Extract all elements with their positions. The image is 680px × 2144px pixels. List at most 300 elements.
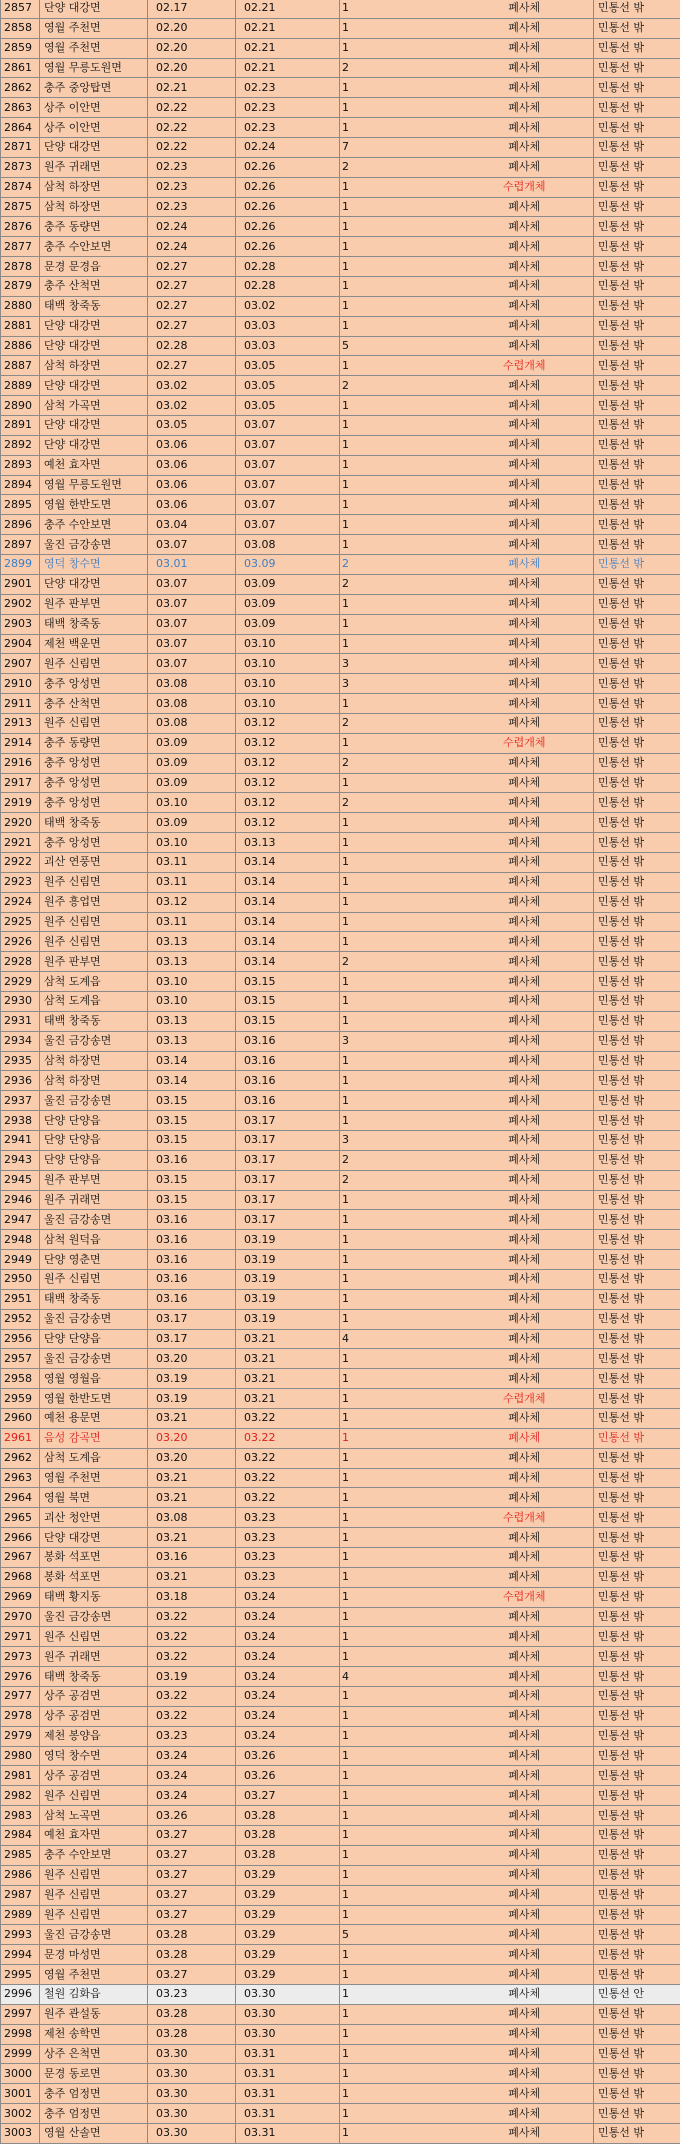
spacer-cell <box>374 38 456 58</box>
case-number-cell: 2880 <box>1 296 40 316</box>
location-cell: 단양 대강면 <box>40 0 148 18</box>
confirmation-date-cell: 03.16 <box>236 1051 340 1071</box>
occurrence-date-cell: 02.20 <box>148 18 236 38</box>
confirmation-date-cell: 03.27 <box>236 1786 340 1806</box>
count-cell: 1 <box>340 217 374 237</box>
occurrence-date-cell: 03.09 <box>148 753 236 773</box>
zone-cell: 민통선 밖 <box>594 1766 680 1786</box>
confirmation-date-cell: 03.19 <box>236 1309 340 1329</box>
type-cell: 폐사체 <box>456 991 594 1011</box>
spacer-cell <box>374 1468 456 1488</box>
occurrence-date-cell: 02.27 <box>148 296 236 316</box>
location-cell: 충주 중앙탑면 <box>40 78 148 98</box>
count-cell: 1 <box>340 316 374 336</box>
occurrence-date-cell: 03.02 <box>148 396 236 416</box>
table-row <box>1 1806 680 1826</box>
type-cell: 폐사체 <box>456 1826 594 1846</box>
occurrence-date-cell: 03.23 <box>148 1984 236 2004</box>
confirmation-date-cell: 03.14 <box>236 952 340 972</box>
zone-cell: 민통선 밖 <box>594 2123 680 2143</box>
occurrence-date-cell: 03.19 <box>148 1369 236 1389</box>
case-number-cell: 2996 <box>1 1984 40 2004</box>
case-number-cell: 2899 <box>1 555 40 575</box>
table-row <box>1 1567 680 1587</box>
case-number-cell: 2946 <box>1 1190 40 1210</box>
occurrence-date-cell: 03.04 <box>148 515 236 535</box>
zone-cell: 민통선 밖 <box>594 1210 680 1230</box>
spacer-cell <box>374 1389 456 1409</box>
confirmation-date-cell: 03.22 <box>236 1488 340 1508</box>
count-cell: 7 <box>340 138 374 158</box>
occurrence-date-cell: 02.22 <box>148 138 236 158</box>
table-row <box>1 1369 680 1389</box>
type-cell: 폐사체 <box>456 435 594 455</box>
table-row <box>1 1528 680 1548</box>
type-cell: 폐사체 <box>456 455 594 475</box>
occurrence-date-cell: 03.20 <box>148 1349 236 1369</box>
zone-cell: 민통선 밖 <box>594 912 680 932</box>
occurrence-date-cell: 02.23 <box>148 157 236 177</box>
zone-cell: 민통선 밖 <box>594 1726 680 1746</box>
table-row <box>1 1289 680 1309</box>
confirmation-date-cell: 03.21 <box>236 1329 340 1349</box>
occurrence-date-cell: 03.21 <box>148 1409 236 1429</box>
count-cell: 1 <box>340 1091 374 1111</box>
count-cell: 1 <box>340 2064 374 2084</box>
zone-cell: 민통선 밖 <box>594 277 680 297</box>
table-row <box>1 1150 680 1170</box>
zone-cell: 민통선 밖 <box>594 1548 680 1568</box>
spacer-cell <box>374 475 456 495</box>
occurrence-date-cell: 03.27 <box>148 1865 236 1885</box>
count-cell: 1 <box>340 813 374 833</box>
case-number-cell: 2984 <box>1 1826 40 1846</box>
confirmation-date-cell: 03.29 <box>236 1865 340 1885</box>
spacer-cell <box>374 1528 456 1548</box>
table-row <box>1 1190 680 1210</box>
table-row <box>1 1329 680 1349</box>
case-number-cell: 2935 <box>1 1051 40 1071</box>
occurrence-date-cell: 03.16 <box>148 1210 236 1230</box>
table-row <box>1 574 680 594</box>
case-number-cell: 2916 <box>1 753 40 773</box>
location-cell: 영덕 창수면 <box>40 555 148 575</box>
location-cell: 영월 주천면 <box>40 18 148 38</box>
location-cell: 영월 산솔면 <box>40 2123 148 2143</box>
location-cell: 울진 금강송면 <box>40 1607 148 1627</box>
occurrence-date-cell: 03.30 <box>148 2104 236 2124</box>
confirmation-date-cell: 02.21 <box>236 38 340 58</box>
count-cell: 1 <box>340 1945 374 1965</box>
zone-cell: 민통선 밖 <box>594 1289 680 1309</box>
count-cell: 1 <box>340 1210 374 1230</box>
case-number-cell: 2891 <box>1 416 40 436</box>
spacer-cell <box>374 1250 456 1270</box>
spacer-cell <box>374 1230 456 1250</box>
case-number-cell: 2993 <box>1 1925 40 1945</box>
spacer-cell <box>374 1210 456 1230</box>
spacer-cell <box>374 277 456 297</box>
count-cell: 2 <box>340 555 374 575</box>
zone-cell: 민통선 밖 <box>594 892 680 912</box>
spacer-cell <box>374 396 456 416</box>
occurrence-date-cell: 03.23 <box>148 1726 236 1746</box>
table-row <box>1 991 680 1011</box>
count-cell: 3 <box>340 654 374 674</box>
table-row <box>1 336 680 356</box>
location-cell: 상주 공검면 <box>40 1687 148 1707</box>
type-cell <box>456 177 594 197</box>
confirmation-date-cell: 03.09 <box>236 574 340 594</box>
zone-cell: 민통선 밖 <box>594 713 680 733</box>
table-row <box>1 1746 680 1766</box>
zone-cell: 민통선 밖 <box>594 2064 680 2084</box>
spacer-cell <box>374 1845 456 1865</box>
case-number-cell: 2876 <box>1 217 40 237</box>
case-number-cell: 2875 <box>1 197 40 217</box>
confirmation-date-cell: 03.05 <box>236 356 340 376</box>
spacer-cell <box>374 237 456 257</box>
table-row <box>1 1111 680 1131</box>
spacer-cell <box>374 1369 456 1389</box>
type-cell: 폐사체 <box>456 2004 594 2024</box>
zone-cell: 민통선 밖 <box>594 694 680 714</box>
zone-cell: 민통선 밖 <box>594 257 680 277</box>
spacer-cell <box>374 1925 456 1945</box>
confirmation-date-cell: 02.23 <box>236 98 340 118</box>
spacer-cell <box>374 1984 456 2004</box>
table-row <box>1 1667 680 1687</box>
occurrence-date-cell: 03.24 <box>148 1746 236 1766</box>
zone-cell: 민통선 밖 <box>594 1091 680 1111</box>
case-number-cell: 2881 <box>1 316 40 336</box>
count-cell: 2 <box>340 376 374 396</box>
zone-cell: 민통선 밖 <box>594 2084 680 2104</box>
occurrence-date-cell: 03.16 <box>148 1548 236 1568</box>
count-cell: 1 <box>340 1230 374 1250</box>
spacer-cell <box>374 654 456 674</box>
table-row <box>1 2044 680 2064</box>
type-cell: 폐사체 <box>456 634 594 654</box>
spacer-cell <box>374 2084 456 2104</box>
case-number-cell: 2968 <box>1 1567 40 1587</box>
case-number-cell: 2964 <box>1 1488 40 1508</box>
count-cell: 2 <box>340 952 374 972</box>
type-cell: 폐사체 <box>456 1706 594 1726</box>
occurrence-date-cell: 03.08 <box>148 674 236 694</box>
occurrence-date-cell: 03.21 <box>148 1468 236 1488</box>
table-row <box>1 98 680 118</box>
count-cell: 1 <box>340 18 374 38</box>
location-cell: 원주 신림면 <box>40 1865 148 1885</box>
table-row <box>1 2004 680 2024</box>
count-cell: 1 <box>340 2004 374 2024</box>
spacer-cell <box>374 753 456 773</box>
type-cell: 폐사체 <box>456 1250 594 1270</box>
location-cell: 원주 판부면 <box>40 1170 148 1190</box>
count-cell: 1 <box>340 1428 374 1448</box>
type-cell: 폐사체 <box>456 1230 594 1250</box>
location-cell: 원주 귀래면 <box>40 1647 148 1667</box>
location-cell: 울진 금강송면 <box>40 535 148 555</box>
type-cell <box>456 356 594 376</box>
table-row <box>1 1865 680 1885</box>
case-number-cell: 2886 <box>1 336 40 356</box>
type-cell: 폐사체 <box>456 1091 594 1111</box>
location-cell: 단양 대강면 <box>40 376 148 396</box>
spacer-cell <box>374 614 456 634</box>
type-cell: 폐사체 <box>456 1726 594 1746</box>
count-cell: 1 <box>340 1488 374 1508</box>
confirmation-date-cell: 03.31 <box>236 2044 340 2064</box>
confirmation-date-cell: 03.12 <box>236 813 340 833</box>
spacer-cell <box>374 1309 456 1329</box>
table-row <box>1 1726 680 1746</box>
confirmation-date-cell: 03.28 <box>236 1806 340 1826</box>
location-cell: 삼척 도계읍 <box>40 972 148 992</box>
confirmation-date-cell: 03.14 <box>236 932 340 952</box>
table-row <box>1 197 680 217</box>
type-cell: 폐사체 <box>456 1031 594 1051</box>
confirmation-date-cell: 03.14 <box>236 872 340 892</box>
count-cell: 2 <box>340 1150 374 1170</box>
case-number-cell: 2924 <box>1 892 40 912</box>
count-cell: 1 <box>340 1587 374 1607</box>
type-cell: 폐사체 <box>456 1150 594 1170</box>
spacer-cell <box>374 713 456 733</box>
table-row <box>1 1845 680 1865</box>
zone-cell: 민통선 밖 <box>594 1448 680 1468</box>
spacer-cell <box>374 98 456 118</box>
confirmation-date-cell: 03.19 <box>236 1270 340 1290</box>
occurrence-date-cell: 03.07 <box>148 654 236 674</box>
location-cell: 삼척 노곡면 <box>40 1806 148 1826</box>
occurrence-date-cell: 03.28 <box>148 1945 236 1965</box>
table-row <box>1 1448 680 1468</box>
location-cell: 영월 한반도면 <box>40 495 148 515</box>
occurrence-date-cell: 03.22 <box>148 1647 236 1667</box>
count-cell: 4 <box>340 1329 374 1349</box>
type-cell: 폐사체 <box>456 594 594 614</box>
zone-cell: 민통선 밖 <box>594 1826 680 1846</box>
location-cell: 영덕 창수면 <box>40 1746 148 1766</box>
table-row <box>1 1409 680 1429</box>
confirmation-date-cell: 03.17 <box>236 1170 340 1190</box>
confirmation-date-cell: 03.30 <box>236 1984 340 2004</box>
location-cell: 봉화 석포면 <box>40 1548 148 1568</box>
count-cell: 1 <box>340 1309 374 1329</box>
occurrence-date-cell: 03.06 <box>148 435 236 455</box>
confirmation-date-cell: 02.23 <box>236 78 340 98</box>
case-number-cell: 2980 <box>1 1746 40 1766</box>
location-cell: 영월 무릉도원면 <box>40 475 148 495</box>
table-row <box>1 1607 680 1627</box>
type-cell: 폐사체 <box>456 98 594 118</box>
occurrence-date-cell: 02.21 <box>148 78 236 98</box>
type-cell: 폐사체 <box>456 1667 594 1687</box>
confirmation-date-cell: 02.28 <box>236 257 340 277</box>
location-cell: 단양 대강면 <box>40 138 148 158</box>
zone-cell: 민통선 밖 <box>594 1031 680 1051</box>
case-number-cell: 2896 <box>1 515 40 535</box>
case-number-cell: 2977 <box>1 1687 40 1707</box>
table-row <box>1 277 680 297</box>
zone-cell: 민통선 밖 <box>594 1508 680 1528</box>
confirmation-date-cell: 03.23 <box>236 1548 340 1568</box>
occurrence-date-cell: 03.07 <box>148 614 236 634</box>
table-row <box>1 1885 680 1905</box>
confirmation-date-cell: 02.21 <box>236 18 340 38</box>
location-cell: 삼척 하장면 <box>40 177 148 197</box>
count-cell: 2 <box>340 713 374 733</box>
spacer-cell <box>374 991 456 1011</box>
location-cell: 충주 동량면 <box>40 733 148 753</box>
type-cell: 폐사체 <box>456 694 594 714</box>
table-row <box>1 1627 680 1647</box>
occurrence-date-cell: 03.16 <box>148 1270 236 1290</box>
confirmation-date-cell: 02.26 <box>236 177 340 197</box>
zone-cell: 민통선 밖 <box>594 793 680 813</box>
type-cell <box>456 1389 594 1409</box>
case-number-cell: 2952 <box>1 1309 40 1329</box>
spacer-cell <box>374 1548 456 1568</box>
type-cell: 폐사체 <box>456 1607 594 1627</box>
type-cell: 폐사체 <box>456 1746 594 1766</box>
zone-cell: 민통선 밖 <box>594 1170 680 1190</box>
case-number-cell: 2983 <box>1 1806 40 1826</box>
hunted-type-label: 수렵개체 <box>502 180 546 194</box>
spacer-cell <box>374 912 456 932</box>
location-cell: 상주 이안면 <box>40 98 148 118</box>
case-number-cell: 2945 <box>1 1170 40 1190</box>
occurrence-date-cell: 03.26 <box>148 1806 236 1826</box>
count-cell: 1 <box>340 1250 374 1270</box>
confirmation-date-cell: 03.31 <box>236 2104 340 2124</box>
location-cell: 울진 금강송면 <box>40 1349 148 1369</box>
location-cell: 삼척 도계읍 <box>40 1448 148 1468</box>
case-number-cell: 3003 <box>1 2123 40 2143</box>
count-cell: 1 <box>340 733 374 753</box>
location-cell: 음성 감곡면 <box>40 1428 148 1448</box>
confirmation-date-cell: 03.02 <box>236 296 340 316</box>
spacer-cell <box>374 1706 456 1726</box>
spacer-cell <box>374 435 456 455</box>
occurrence-date-cell: 03.22 <box>148 1607 236 1627</box>
location-cell: 영월 북면 <box>40 1488 148 1508</box>
table-row <box>1 614 680 634</box>
zone-cell: 민통선 밖 <box>594 1627 680 1647</box>
case-number-cell: 2874 <box>1 177 40 197</box>
table-row <box>1 1011 680 1031</box>
zone-cell: 민통선 밖 <box>594 217 680 237</box>
confirmation-date-cell: 03.24 <box>236 1627 340 1647</box>
zone-cell: 민통선 밖 <box>594 1309 680 1329</box>
type-cell <box>456 733 594 753</box>
count-cell: 1 <box>340 912 374 932</box>
zone-cell: 민통선 밖 <box>594 396 680 416</box>
table-row <box>1 952 680 972</box>
case-number-cell: 2897 <box>1 535 40 555</box>
type-cell: 폐사체 <box>456 138 594 158</box>
type-cell: 폐사체 <box>456 713 594 733</box>
spacer-cell <box>374 813 456 833</box>
confirmation-date-cell: 03.15 <box>236 972 340 992</box>
table-row <box>1 753 680 773</box>
spacer-cell <box>374 1349 456 1369</box>
occurrence-date-cell: 03.13 <box>148 1031 236 1051</box>
location-cell: 괴산 청안면 <box>40 1508 148 1528</box>
zone-cell: 민통선 밖 <box>594 1528 680 1548</box>
zone-cell: 민통선 밖 <box>594 1607 680 1627</box>
occurrence-date-cell: 03.16 <box>148 1230 236 1250</box>
table-row <box>1 1587 680 1607</box>
count-cell: 1 <box>340 2044 374 2064</box>
spacer-cell <box>374 1607 456 1627</box>
table-row <box>1 1270 680 1290</box>
location-cell: 울진 금강송면 <box>40 1925 148 1945</box>
table-row <box>1 38 680 58</box>
case-number-cell: 2929 <box>1 972 40 992</box>
occurrence-date-cell: 03.06 <box>148 455 236 475</box>
occurrence-date-cell: 03.20 <box>148 1428 236 1448</box>
table-row <box>1 416 680 436</box>
occurrence-date-cell: 02.22 <box>148 98 236 118</box>
location-cell: 울진 금강송면 <box>40 1210 148 1230</box>
location-cell: 단양 단양읍 <box>40 1329 148 1349</box>
count-cell: 5 <box>340 336 374 356</box>
confirmation-date-cell: 03.24 <box>236 1587 340 1607</box>
count-cell: 1 <box>340 1687 374 1707</box>
location-cell: 단양 대강면 <box>40 416 148 436</box>
location-cell: 단양 대강면 <box>40 336 148 356</box>
type-cell: 폐사체 <box>456 872 594 892</box>
confirmation-date-cell: 02.21 <box>236 58 340 78</box>
confirmation-date-cell: 03.14 <box>236 892 340 912</box>
occurrence-date-cell: 03.07 <box>148 594 236 614</box>
spacer-cell <box>374 58 456 78</box>
location-cell: 문경 문경읍 <box>40 257 148 277</box>
zone-cell: 민통선 밖 <box>594 1468 680 1488</box>
type-cell: 폐사체 <box>456 197 594 217</box>
count-cell: 1 <box>340 1885 374 1905</box>
occurrence-date-cell: 02.20 <box>148 38 236 58</box>
occurrence-date-cell: 03.10 <box>148 793 236 813</box>
confirmation-date-cell: 03.10 <box>236 694 340 714</box>
occurrence-date-cell: 02.28 <box>148 336 236 356</box>
table-row <box>1 1250 680 1270</box>
type-cell: 폐사체 <box>456 495 594 515</box>
table-row <box>1 1051 680 1071</box>
table-row <box>1 555 680 575</box>
table-row <box>1 257 680 277</box>
spacer-cell <box>374 793 456 813</box>
count-cell: 1 <box>340 535 374 555</box>
count-cell: 1 <box>340 1567 374 1587</box>
case-number-cell: 2902 <box>1 594 40 614</box>
spacer-cell <box>374 694 456 714</box>
count-cell: 3 <box>340 674 374 694</box>
case-number-cell: 2941 <box>1 1130 40 1150</box>
spacer-cell <box>374 515 456 535</box>
type-cell: 폐사체 <box>456 773 594 793</box>
location-cell: 원주 신림면 <box>40 713 148 733</box>
type-cell: 폐사체 <box>456 1567 594 1587</box>
table-body <box>1 0 680 2143</box>
table-row <box>1 1230 680 1250</box>
case-number-cell: 2864 <box>1 118 40 138</box>
zone-cell: 민통선 밖 <box>594 1329 680 1349</box>
occurrence-date-cell: 03.28 <box>148 2024 236 2044</box>
